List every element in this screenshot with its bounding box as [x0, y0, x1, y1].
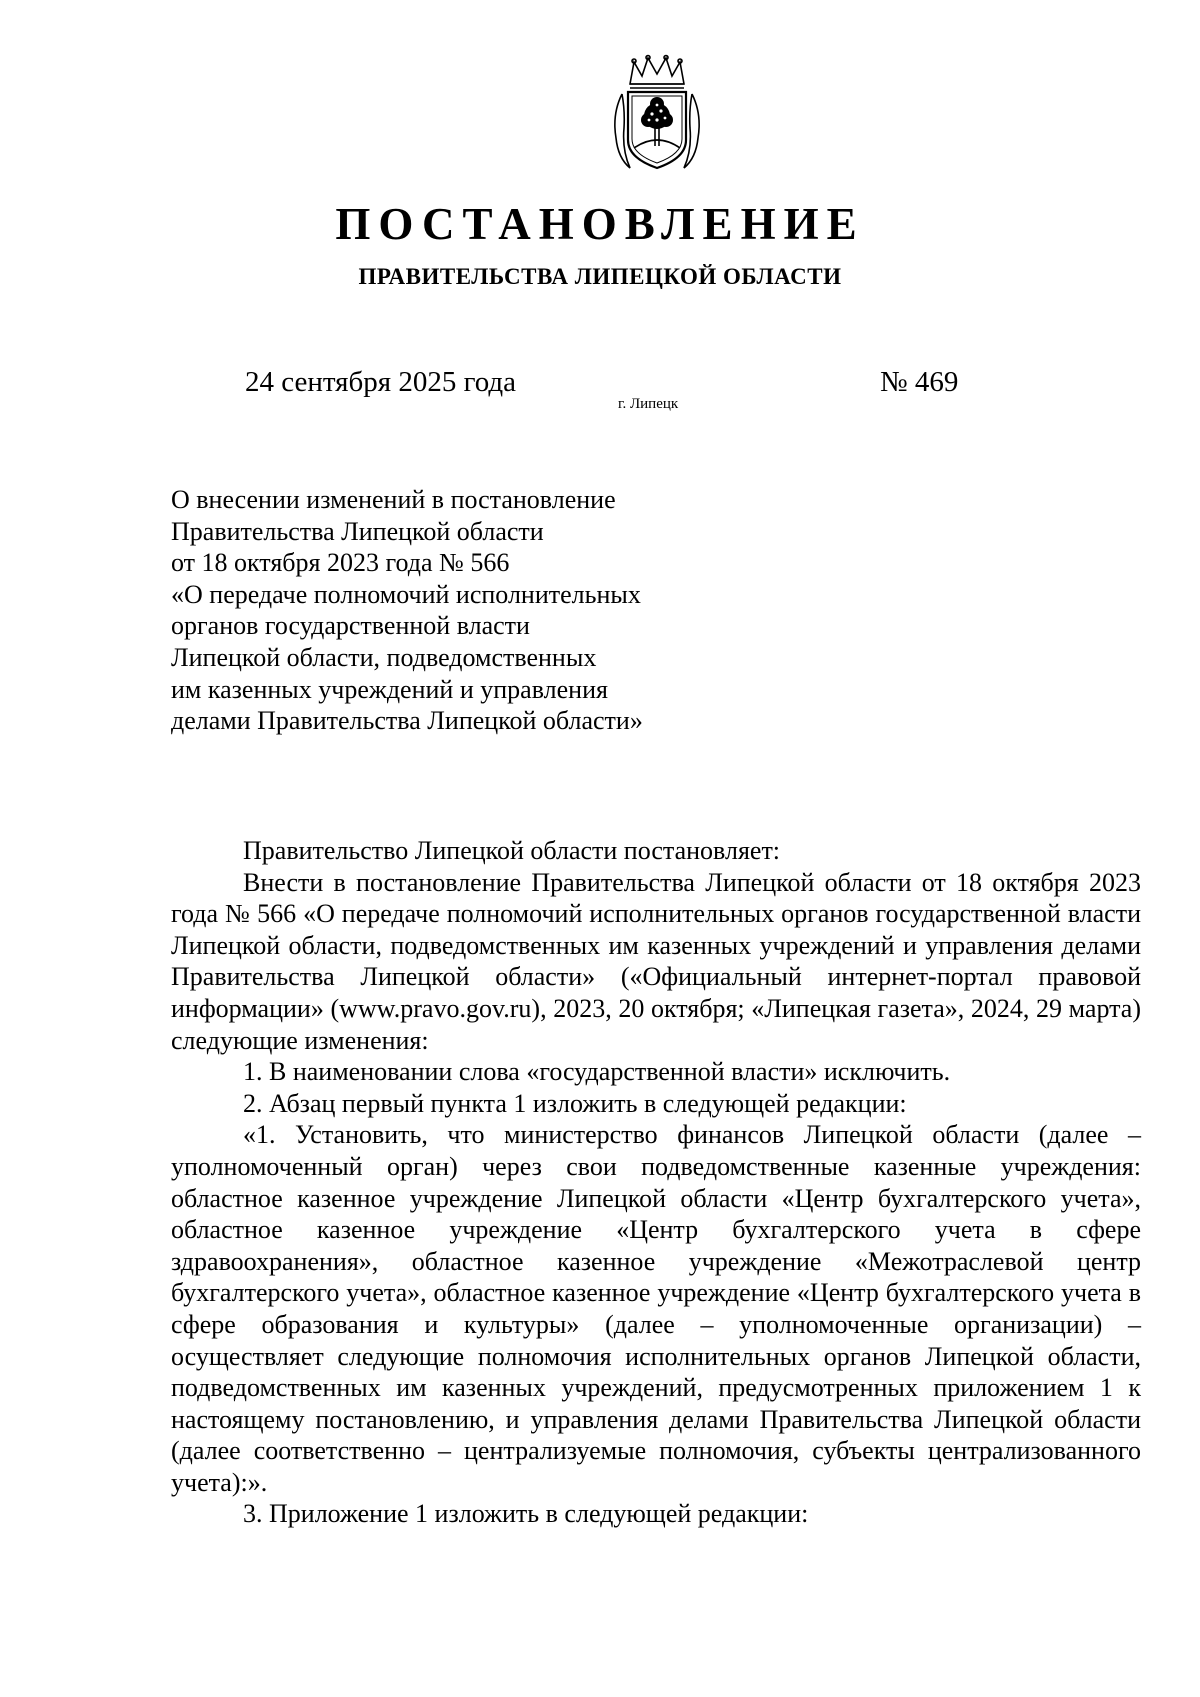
- subject-line: от 18 октября 2023 года № 566: [171, 548, 510, 578]
- document-number: № 469: [880, 366, 959, 398]
- lipetsk-coat-of-arms-icon: [608, 54, 706, 178]
- document-title: ПОСТАНОВЛЕНИЕ: [335, 199, 865, 249]
- clause-3-paragraph: 3. Приложение 1 изложить в следующей редакции:: [243, 1499, 809, 1529]
- subject-line: Правительства Липецкой области: [171, 516, 544, 546]
- quoted-clause-paragraph: «1. Установить, что министерство финансов Липецкой области (далее – уполномоченный орган) через свои подведомственные казенные учреждения: областное казенное учреждение Липецкой области «Центр бухгалтерского учета», областное казенное учреждение «Центр бухгалтерского учета в сфере здравоохранения», областное казенное учреждение «Межотраслевой центр бухгалтерского учета», областное казенное учреждение «Центр бухгалтерского учета в сфере образования и культуры» (далее – уполномоченные организации) – осуществляет следующие полномочия исполнительных органов Липецкой области, подведомственных им казенных учреждений, предусмотренных приложением 1 к настоящему постановлению, и управления делами Правительства Липецкой области (далее соответственно – централизуемые полномочия, субъекты централизованного учета):».: [171, 1120, 1141, 1497]
- subject-line: Липецкой области, подведомственных: [171, 642, 597, 672]
- document-date: 24 сентября 2025 года: [245, 366, 517, 398]
- document-subject: [171, 484, 831, 737]
- subject-line: органов государственной власти: [171, 611, 530, 641]
- subject-line: делами Правительства Липецкой области»: [171, 706, 643, 736]
- document-city: г. Липецк: [618, 396, 679, 412]
- document-issuer: ПРАВИТЕЛЬСТВА ЛИПЕЦКОЙ ОБЛАСТИ: [358, 264, 842, 289]
- preamble-paragraph: Правительство Липецкой области постановляет:: [243, 836, 781, 865]
- subject-line: О внесении изменений в постановление: [171, 485, 616, 514]
- clause-2-paragraph: 2. Абзац первый пункта 1 изложить в следующей редакции:: [243, 1088, 907, 1118]
- clause-1-paragraph: 1. В наименовании слова «государственной власти» исключить.: [243, 1057, 951, 1087]
- subject-line: «О передаче полномочий исполнительных: [171, 579, 641, 609]
- main-paragraph: Внести в постановление Правительства Липецкой области от 18 октября 2023 года № 566 «О передаче полномочий исполнительных органов государственной власти Липецкой области, подведомственных им казенных учреждений и управления делами Правительства Липецкой области» («Официальный интернет-портал правовой информации» (www.pravo.gov.ru), 2023, 20 октября; «Липецкая газета», 2024, 29 марта) следующие изменения:: [171, 867, 1141, 1055]
- document-body: [171, 835, 1141, 1530]
- subject-line: им казенных учреждений и управления: [171, 674, 608, 704]
